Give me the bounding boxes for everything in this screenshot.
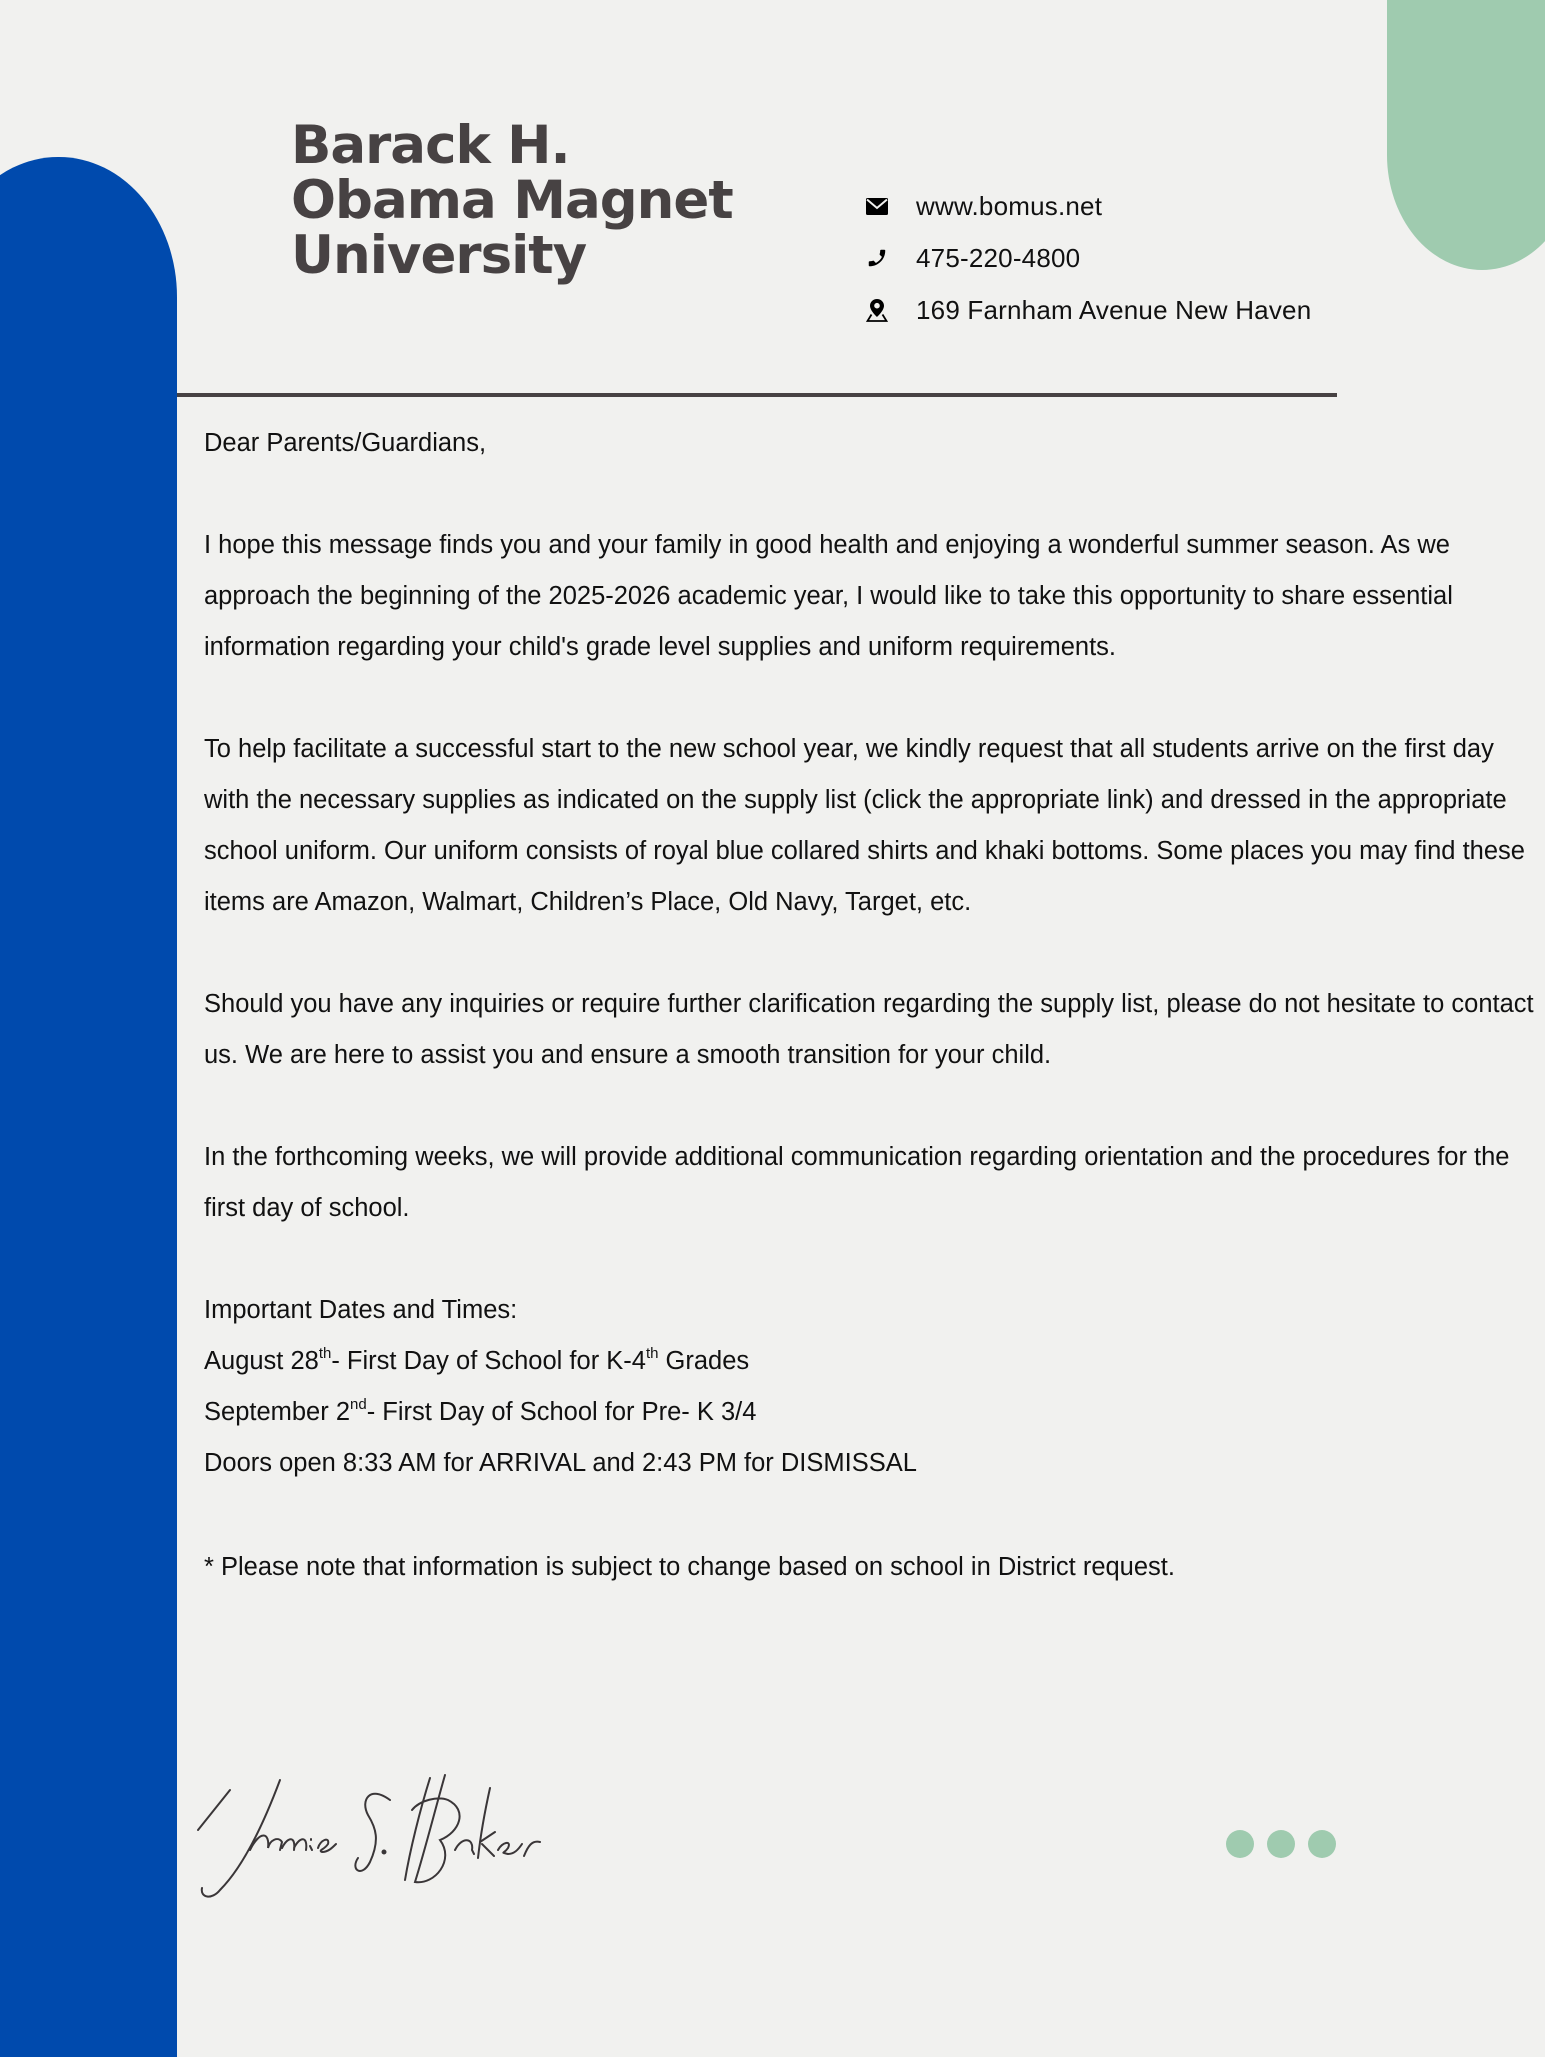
paragraph-intro: I hope this message finds you and your family in good health and enjoying a wonderful summer season. As we approach the beginning of the 2025-2026 academic year, I would like to take this opportunity to share essential information regarding your child's grade level supplies and uniform requirements. bbox=[204, 531, 1453, 661]
signature bbox=[190, 1770, 630, 1900]
green-pill-decoration bbox=[1387, 0, 1545, 270]
salutation: Dear Parents/Guardians, bbox=[204, 429, 487, 457]
dates-heading: Important Dates and Times: bbox=[204, 1296, 518, 1324]
door-times: Doors open 8:33 AM for ARRIVAL and 2:43 PM for DISMISSAL bbox=[204, 1449, 917, 1477]
envelope-icon bbox=[864, 193, 890, 219]
dot bbox=[1267, 1830, 1295, 1858]
blue-side-bar-decoration bbox=[0, 157, 177, 2057]
dot bbox=[1308, 1830, 1336, 1858]
phone-number[interactable]: 475-220-4800 bbox=[916, 242, 1081, 273]
contact-phone bbox=[864, 232, 1311, 284]
school-name-title bbox=[291, 115, 733, 286]
phone-icon bbox=[864, 245, 890, 271]
paragraph-orientation: In the forthcoming weeks, we will provide additional communication regarding orientation and the procedures for the first day of school. bbox=[204, 1143, 1510, 1222]
map-pin-icon bbox=[864, 297, 890, 323]
title-line: Obama Magnet bbox=[291, 170, 733, 231]
dot bbox=[1226, 1830, 1254, 1858]
date-line-september: September 2nd- First Day of School for Pre- K 3/4 bbox=[204, 1395, 757, 1426]
address-text: 169 Farnham Avenue New Haven bbox=[916, 294, 1312, 325]
website-link[interactable]: www.bomus.net bbox=[916, 190, 1103, 221]
contact-address bbox=[864, 284, 1311, 336]
title-line: University bbox=[291, 225, 587, 286]
title-line: Barack H. bbox=[291, 115, 570, 176]
paragraph-supplies-uniform: To help facilitate a successful start to the new school year, we kindly request that all students arrive on the first day with the necessary supplies as indicated on the supply list (click the appropriate link) and dressed in the appropriate school uniform. Our uniform consists of royal blue collared shirts and khaki bottoms. Some places you may find these items are Amazon, Walmart, Children’s Place, Old Navy, Target, etc. bbox=[204, 735, 1525, 916]
contact-info bbox=[864, 180, 1311, 336]
letter-body bbox=[204, 418, 1544, 1593]
paragraph-inquiries: Should you have any inquiries or require further clarification regarding the supply list, please do not hesitate to contact us. We are here to assist you and ensure a smooth transition for your child. bbox=[204, 990, 1534, 1069]
disclaimer-note: * Please note that information is subject to change based on school in District request. bbox=[204, 1553, 1175, 1581]
date-line-august: August 28th- First Day of School for K-4th Grades bbox=[204, 1344, 750, 1375]
contact-website bbox=[864, 180, 1311, 232]
header-divider bbox=[177, 393, 1337, 397]
decorative-dots bbox=[1226, 1830, 1336, 1858]
